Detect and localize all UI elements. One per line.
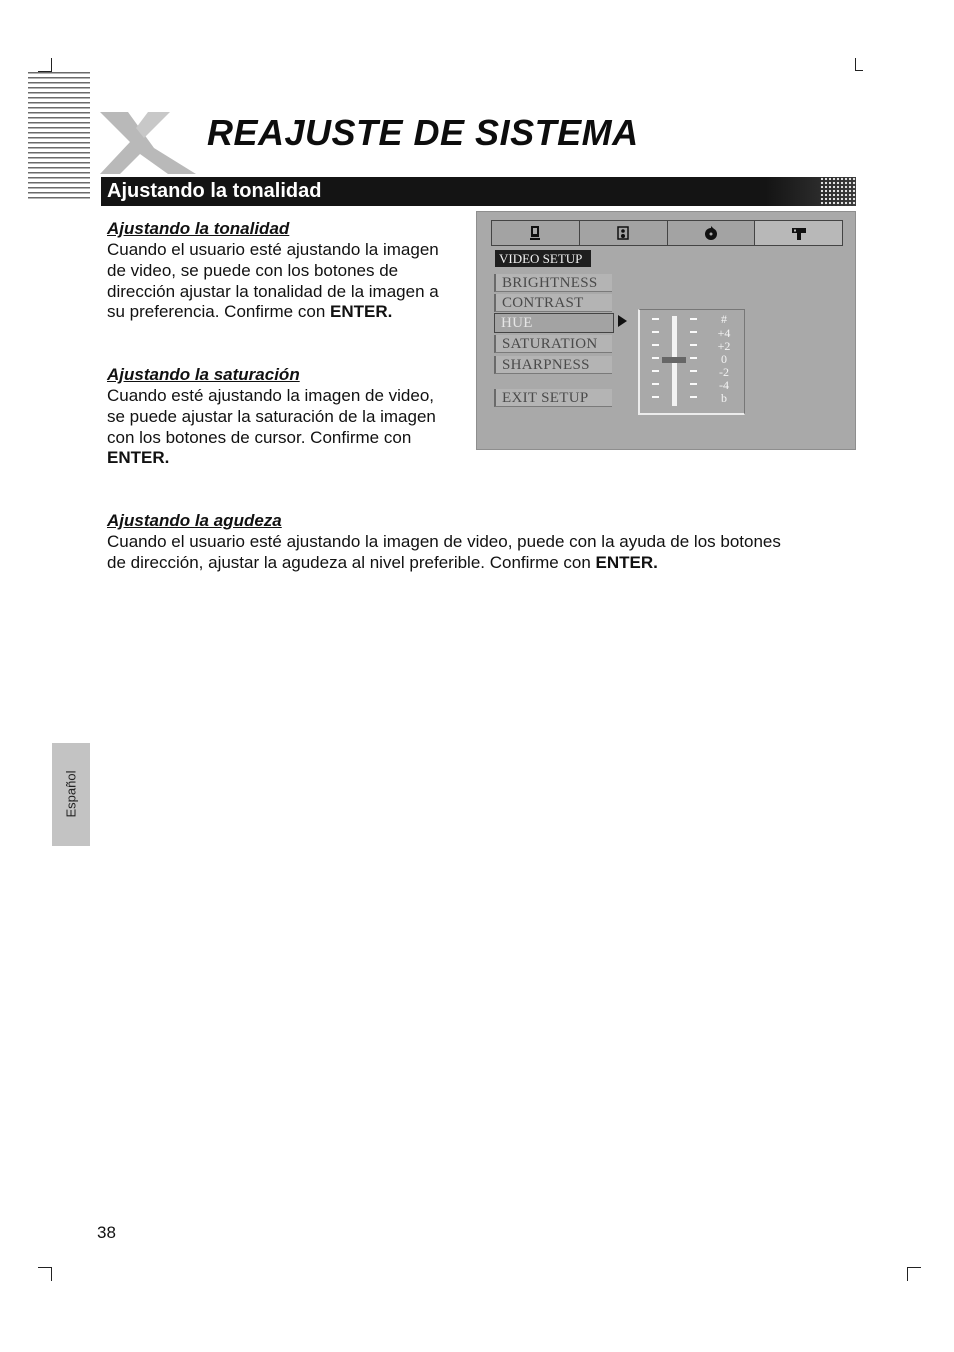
- crop-mark-top-right: [855, 58, 863, 71]
- osd-tab-disc: [668, 221, 756, 245]
- text-line: dirección ajustar la tonalidad de la imagen a: [107, 281, 439, 301]
- text-line-prefix: de dirección, ajustar la agudeza al nivel preferible. Confirme con: [107, 552, 596, 572]
- enter-keyword: ENTER.: [330, 302, 393, 322]
- video-setup-icon: [791, 225, 807, 241]
- slider-tick: [652, 318, 659, 320]
- disc-icon: [703, 225, 719, 241]
- level-label: +2: [717, 339, 731, 353]
- slider-tick: [652, 396, 659, 398]
- level-label: -2: [719, 365, 729, 379]
- slider-tick: [690, 396, 697, 398]
- level-label: b: [721, 391, 727, 405]
- text-line: de video, se puede con los botones de: [107, 260, 399, 280]
- osd-video-setup-screenshot: [476, 211, 856, 450]
- slider-knob[interactable]: [662, 357, 686, 363]
- language-side-tab: [52, 743, 90, 846]
- slider-tick: [690, 383, 697, 385]
- crop-mark-bottom-right: [907, 1267, 921, 1281]
- page-number: 38: [97, 1223, 116, 1242]
- subheading-tonalidad: Ajustando la tonalidad: [107, 219, 290, 238]
- osd-tab-general: [492, 221, 580, 245]
- page-title: REAJUSTE DE SISTEMA: [207, 112, 639, 153]
- crop-mark-top-left: [38, 58, 52, 72]
- subheading-saturacion: Ajustando la saturación: [107, 365, 300, 384]
- slider-tick: [690, 318, 697, 320]
- osd-item-sharpness[interactable]: SHARPNESS: [494, 356, 612, 374]
- osd-item-brightness[interactable]: BRIGHTNESS: [494, 274, 612, 292]
- level-label: 0: [721, 352, 727, 366]
- slider-tick: [690, 331, 697, 333]
- text-line: con los botones de cursor. Confirme con: [107, 427, 412, 447]
- text-line-prefix: su preferencia. Confirme con: [107, 302, 330, 322]
- level-label: #: [721, 312, 727, 326]
- bar-dot-pattern: [820, 177, 856, 206]
- slider-tick: [690, 370, 697, 372]
- osd-hue-slider-panel: [638, 309, 745, 415]
- osd-item-saturation[interactable]: SATURATION: [494, 335, 612, 353]
- text-line: Cuando el usuario esté ajustando la imagen de video, puede con la ayuda de los botones: [107, 532, 781, 551]
- paragraph-saturacion: [107, 386, 477, 469]
- osd-heading: VIDEO SETUP: [495, 250, 591, 267]
- section-header-bar: [101, 177, 856, 206]
- x-logo-icon: [98, 108, 198, 176]
- text-line: se puede ajustar la saturación de la imagen: [107, 406, 436, 426]
- tv-icon: [527, 225, 543, 241]
- slider-tick: [690, 357, 697, 359]
- osd-tab-video: [755, 221, 842, 245]
- paragraph-agudeza: [107, 532, 847, 574]
- slider-tick: [690, 344, 697, 346]
- decorative-stripes: [28, 72, 90, 200]
- osd-tab-row: [491, 220, 843, 246]
- slider-tick: [652, 383, 659, 385]
- osd-tab-audio: [580, 221, 668, 245]
- osd-item-hue[interactable]: HUE: [494, 313, 614, 333]
- text-line: [107, 553, 847, 574]
- slider-tick: [652, 344, 659, 346]
- section-header-title: Ajustando la tonalidad: [107, 180, 322, 202]
- osd-item-exit-setup[interactable]: EXIT SETUP: [494, 389, 612, 407]
- paragraph-tonalidad: [107, 240, 477, 323]
- text-line: [107, 448, 477, 469]
- osd-item-contrast[interactable]: CONTRAST: [494, 294, 612, 312]
- osd-pointer-arrow-icon: [618, 315, 627, 327]
- slider-tick: [652, 370, 659, 372]
- text-line: Cuando esté ajustando la imagen de video,: [107, 386, 435, 405]
- speaker-icon: [615, 225, 631, 241]
- crop-mark-bottom-left: [38, 1267, 52, 1281]
- slider-tick: [652, 357, 659, 359]
- text-line: Cuando el usuario esté ajustando la imagen: [107, 240, 439, 259]
- level-label: +4: [717, 326, 731, 340]
- enter-keyword: ENTER.: [595, 552, 658, 572]
- language-label: Español: [63, 770, 79, 818]
- slider-tick: [652, 331, 659, 333]
- enter-keyword: ENTER.: [107, 448, 170, 468]
- level-label: -4: [719, 378, 729, 392]
- subheading-agudeza: Ajustando la agudeza: [107, 511, 282, 530]
- text-line: [107, 302, 477, 323]
